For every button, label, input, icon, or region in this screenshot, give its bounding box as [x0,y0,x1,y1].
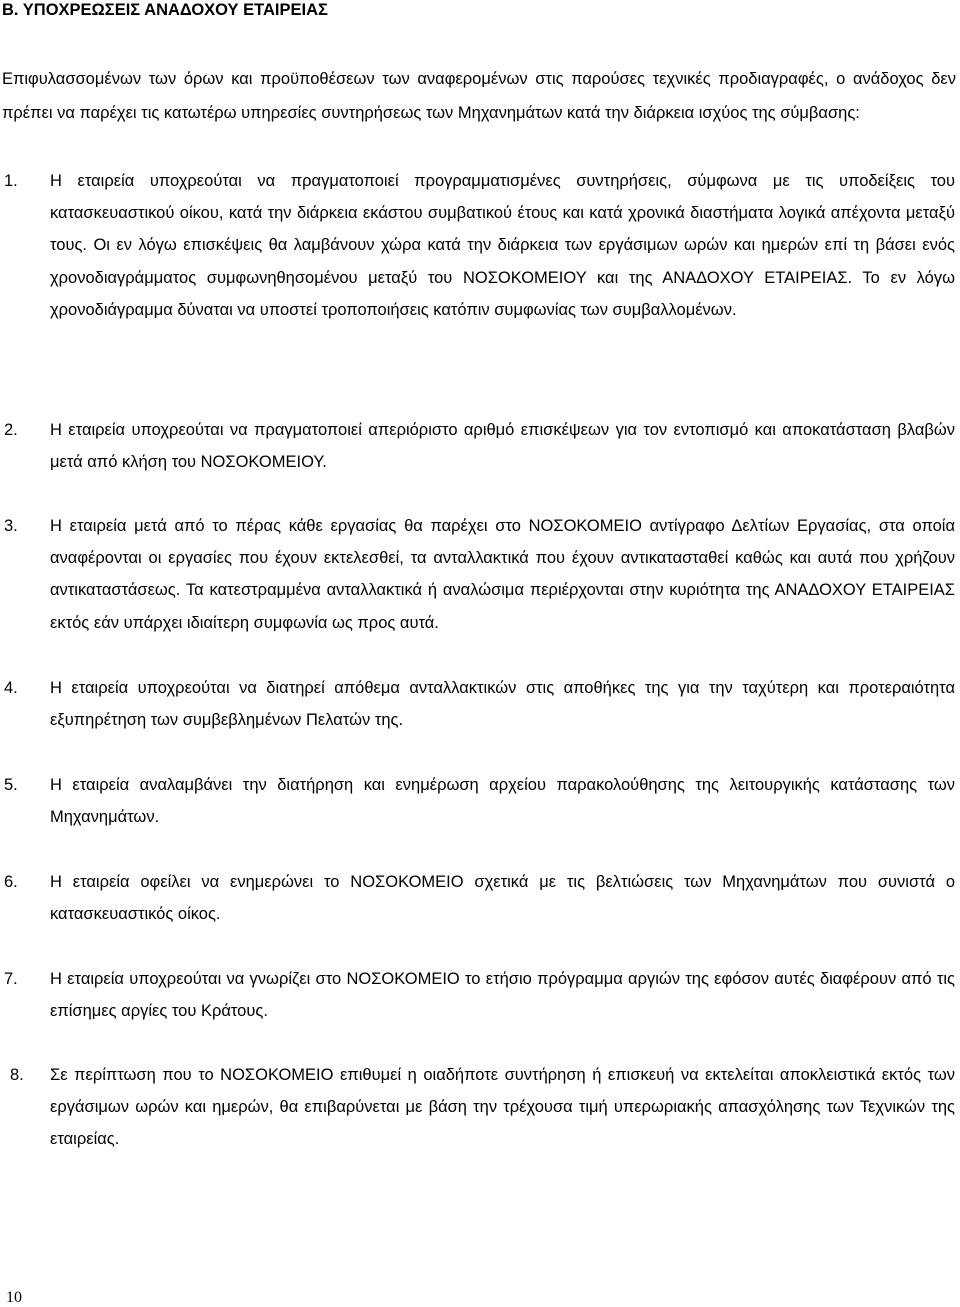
item-number: 4. [4,679,18,697]
item-text: Η εταιρεία υποχρεούται να διατηρεί απόθεμα ανταλλακτικών στις αποθήκες της για την ταχύτερη και προτεραιότητα εξυπηρέτηση των συμβεβλημένων Πελατών της. [50,679,955,730]
item-text: Η εταιρεία μετά από το πέρας κάθε εργασίας θα παρέχει στο ΝΟΣΟΚΟΜΕΙΟ αντίγραφο Δελτίων Εργασίας, στα οποία αναφέρονται οι εργασίες που έχουν εκτελεσθεί, τα ανταλλακτικά που έχουν αντικατασταθεί καθώς και αυτά που χρήζουν αντικαταστάσεως. Τα κατεστραμμένα ανταλλακτικά ή αναλώσιμα περιέρχονται στην κυριότητα της ΑΝΑΔΟΧΟΥ ΕΤΑΙΡΕΙΑΣ εκτός εάν υπάρχει ιδιαίτερη συμφωνία ως προς αυτά. [50,517,955,632]
item-text: Η εταιρεία υποχρεούται να πραγματοποιεί προγραμματισμένες συντηρήσεις, σύμφωνα με τις υποδείξεις του κατασκευαστικού οίκου, κατά την διάρκεια εκάστου συμβατικού έτους και κατά χρονικά διαστήματα λογικά απέχοντα μεταξύ τους. Οι εν λόγω επισκέψεις θα λαμβάνουν χώρα κατά την διάρκεια των εργάσιμων ωρών και ημερών επί τη βάσει ενός χρονοδιαγράμματος συμφωνηθησομένου μεταξύ του ΝΟΣΟΚΟΜΕΙΟΥ και της ΑΝΑΔΟΧΟΥ ΕΤΑΙΡΕΙΑΣ. Το εν λόγω χρονοδιάγραμμα δύναται να υποστεί τροποποιήσεις κατόπιν συμφωνίας των συμβαλλομένων. [50,172,955,319]
section-heading: Β. ΥΠΟΧΡΕΩΣΕΙΣ ΑΝΑΔΟΧΟΥ ΕΤΑΙΡΕΙΑΣ [2,1,328,19]
page-number: 10 [6,1289,22,1306]
item-text: Σε περίπτωση που το ΝΟΣΟΚΟΜΕΙΟ επιθυμεί η οιαδήποτε συντήρηση ή επισκευή να εκτελείται αποκλειστικά εκτός των εργάσιμων ωρών και ημερών, θα επιβαρύνεται με βάση την τρέχουσα τιμή υπερωριακής απασχόλησης των Τεχνικών της εταιρείας. [50,1066,955,1149]
item-number: 2. [4,421,18,439]
item-text: Η εταιρεία υποχρεούται να πραγματοποιεί απεριόριστο αριθμό επισκέψεων για τον εντοπισμό και αποκατάσταση βλαβών μετά από κλήση του ΝΟΣΟΚΟΜΕΙΟΥ. [50,421,955,472]
item-number: 3. [4,517,18,535]
item-text: Η εταιρεία οφείλει να ενημερώνει το ΝΟΣΟΚΟΜΕΙΟ σχετικά με τις βελτιώσεις των Μηχανημάτων που συνιστά ο κατασκευαστικός οίκος. [50,873,955,924]
item-text: Η εταιρεία υποχρεούται να γνωρίζει στο ΝΟΣΟΚΟΜΕΙΟ το ετήσιο πρόγραμμα αργιών της εφόσον αυτές διαφέρουν από τις επίσημες αργίες του Κράτους. [50,970,955,1021]
item-number: 6. [4,873,18,891]
item-text: Η εταιρεία αναλαμβάνει την διατήρηση και ενημέρωση αρχείου παρακολούθησης της λειτουργικής κατάστασης των Μηχανημάτων. [50,776,955,827]
intro-paragraph: Επιφυλασσομένων των όρων και προϋποθέσεων των αναφερομένων στις παρούσες τεχνικές προδιαγραφές, ο ανάδοχος δεν πρέπει να παρέχει τις κατωτέρω υπηρεσίες συντηρήσεως των Μηχανημάτων κατά την διάρκεια ισχύος της σύμβασης: [2,70,956,122]
item-number: 5. [4,776,18,794]
item-number: 1. [4,172,18,190]
item-number: 7. [4,970,18,988]
item-number: 8. [10,1066,24,1084]
